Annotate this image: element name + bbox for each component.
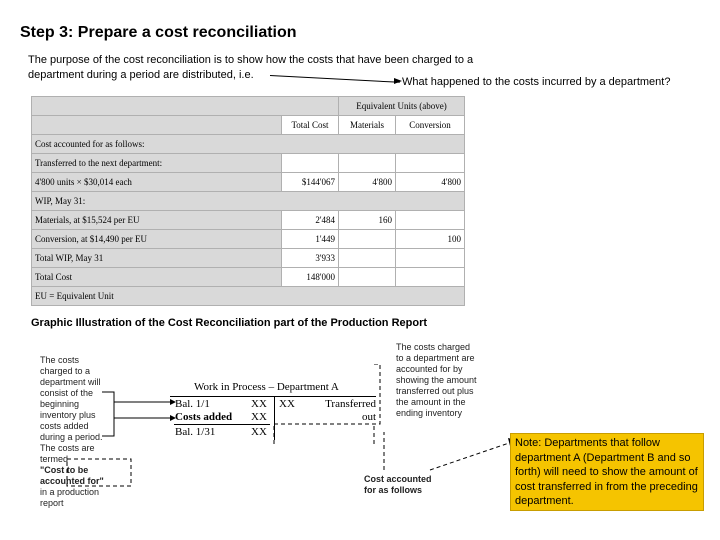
graphic-title: Graphic Illustration of the Cost Reconciliation part of the Production Report [31, 317, 428, 329]
table-header-top-row [32, 97, 465, 116]
t-account-transferred-out: Transferred out [325, 398, 376, 423]
table-row: Materials, at $15,524 per EU 2'484 160 [32, 211, 465, 230]
table-row: Conversion, at $14,490 per EU 1'449 100 [32, 230, 465, 249]
table-row: WIP, May 31: [32, 192, 465, 211]
col-total-cost: Total Cost [282, 116, 339, 135]
t-account-credit-value: XX [279, 398, 295, 410]
t-account-bal-1-31-label: Bal. 1/31 [175, 426, 216, 438]
t-account-costs-added-value: XX [251, 411, 267, 423]
t-account-bal-1-31-value: XX [251, 426, 267, 438]
intro-line-1: The purpose of the cost reconciliation is to show how the costs that have been charged to a [28, 54, 474, 66]
table-row: Total WIP, May 31 3'933 [32, 249, 465, 268]
table-row: 4'800 units × $30,014 each $144'067 4'800 4'800 [32, 173, 465, 192]
intro-arrow-head-icon [394, 78, 402, 86]
cost-accounted-label: Cost accounted for as follows [364, 474, 432, 495]
note-box: Note: Departments that follow department A (Department B and so forth) will need to show the amount of cost transferred in from the preceding department. [510, 433, 704, 511]
cost-accounted-arrows [380, 430, 520, 475]
col-materials: Materials [339, 116, 396, 135]
t-account-sum-rule [174, 424, 270, 425]
cost-reconciliation-table [31, 96, 465, 306]
page-title: Step 3: Prepare a cost reconciliation [20, 24, 297, 41]
t-account-costs-added-label: Costs added [175, 411, 233, 423]
t-account-bal-1-1-value: XX [251, 398, 267, 410]
table-row: Cost accounted for as follows: [32, 135, 465, 154]
cost-to-be-accounted-box [66, 458, 132, 488]
left-bracket-arrows [100, 388, 180, 458]
intro-line-2: department during a period are distributed, i.e. [28, 69, 254, 81]
equivalent-units-header: Equivalent Units (above) [339, 97, 465, 116]
t-account-title: Work in Process – Department A [194, 381, 339, 393]
table-row: Transferred to the next department: [32, 154, 465, 173]
table-header-row [32, 116, 465, 135]
table-row: Total Cost 148'000 [32, 268, 465, 287]
col-conversion: Conversion [396, 116, 465, 135]
t-account-bal-1-1-label: Bal. 1/1 [175, 398, 210, 410]
right-note: The costs charged to a department are accounted for by showing the amount transferred out plus the amount in the ending inventory [396, 342, 477, 418]
left-note: The costs charged to a department will consist of the beginning inventory plus costs added during a period. The costs are termed "Cost to be accounted for" in a production report [40, 355, 104, 508]
intro-line-3: What happened to the costs incurred by a department? [402, 76, 671, 88]
table-footer-row: EU = Equivalent Unit [32, 287, 465, 306]
